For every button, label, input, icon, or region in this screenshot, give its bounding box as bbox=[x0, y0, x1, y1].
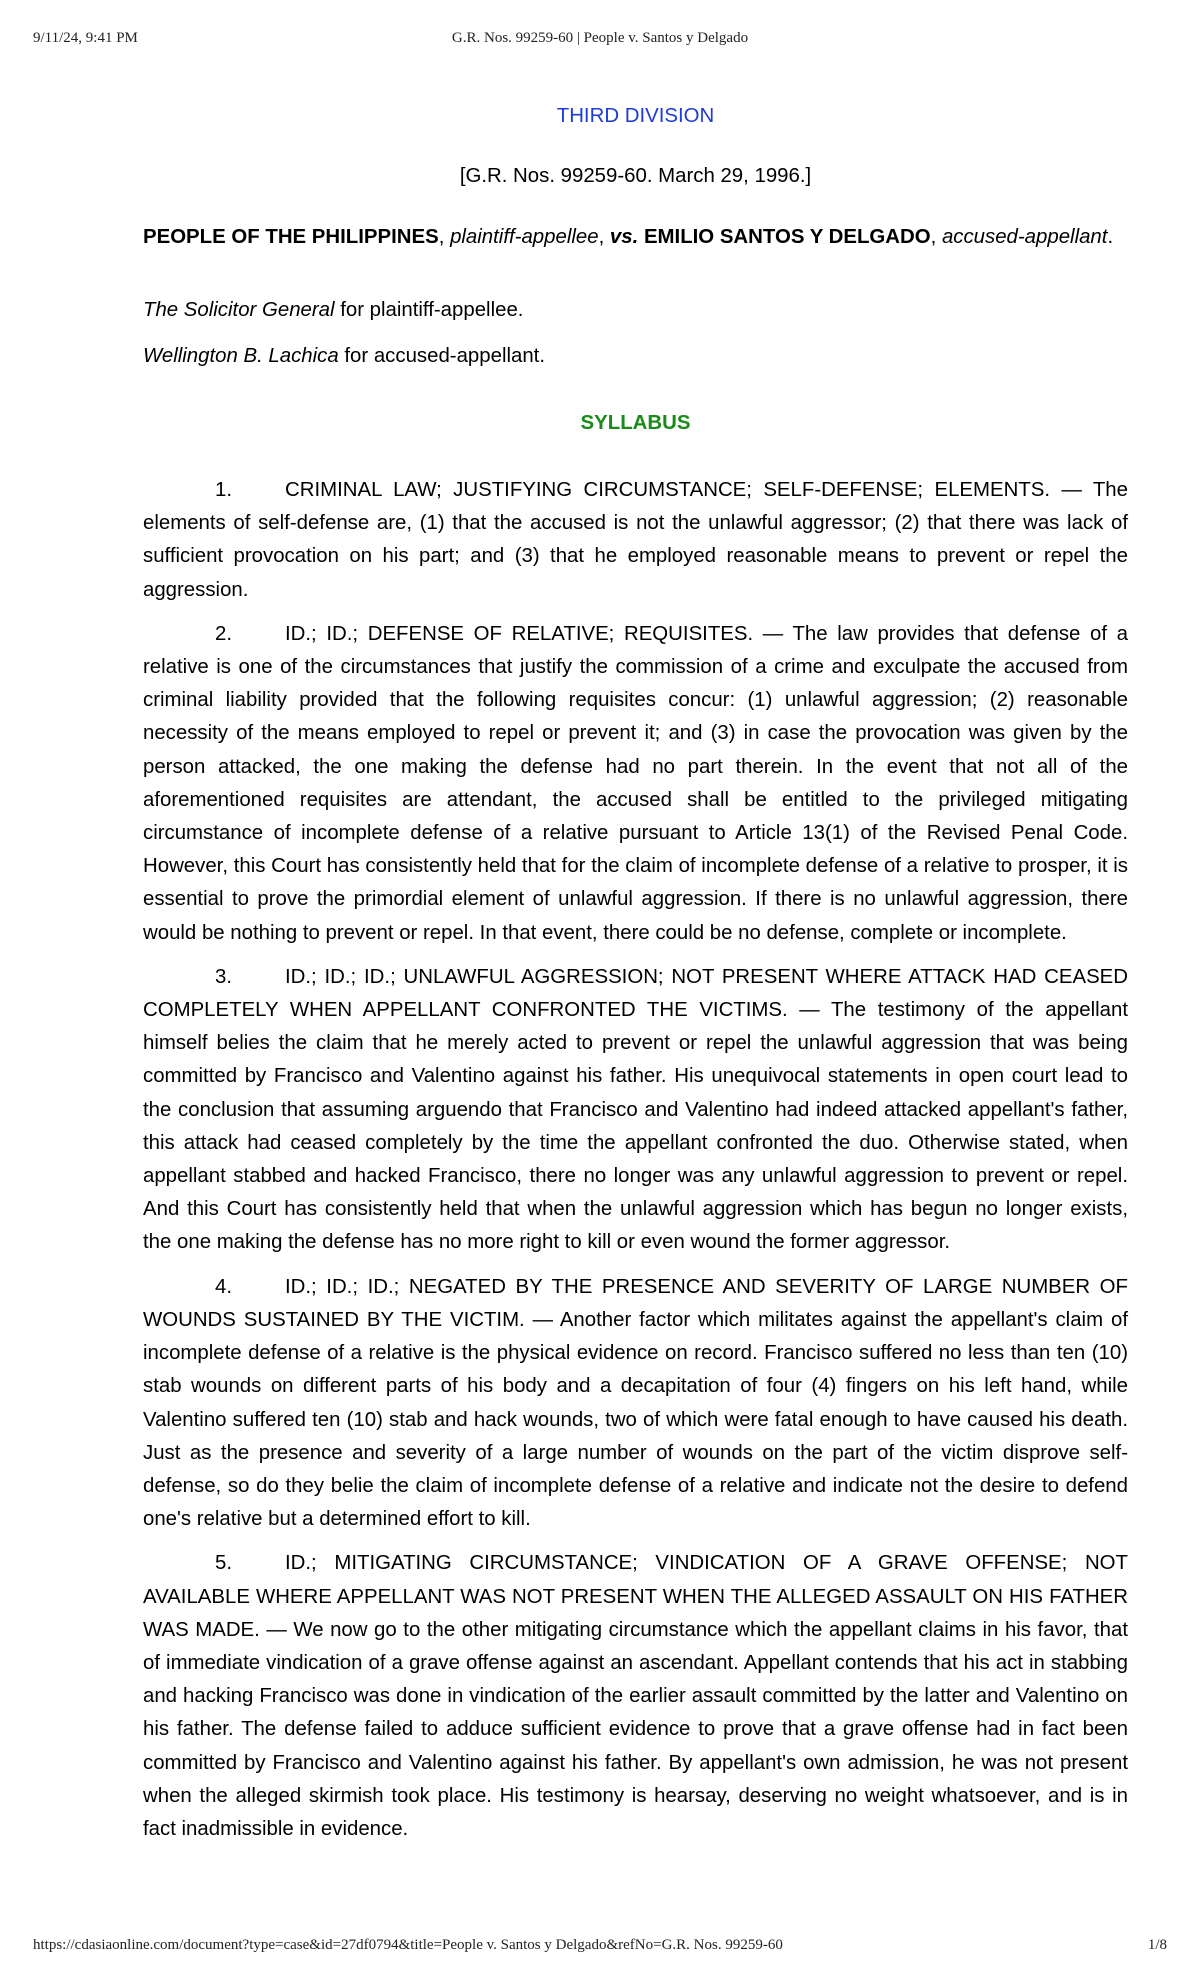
case-number: [G.R. Nos. 99259-60. March 29, 1996.] bbox=[459, 165, 812, 187]
page-number: 1/8 bbox=[1147, 1937, 1167, 1953]
plaintiff-name: PEOPLE OF THE PHILIPPINES bbox=[143, 226, 439, 249]
syllabus-item-text: CRIMINAL LAW; JUSTIFYING CIRCUMSTANCE; SELF-DEFENSE; ELEMENTS. — The elements of self-defense are, (1) that the accused is not the unlawful aggressor; (2) that there was lack of sufficient provocation on his part; and (3) that he employed reasonable means to prevent or repel the aggression. bbox=[143, 479, 1128, 601]
counsel-name: Wellington B. Lachica bbox=[143, 344, 339, 367]
counsel-for: for plaintiff-appellee. bbox=[334, 299, 524, 322]
accused-name: EMILIO SANTOS Y DELGADO bbox=[643, 226, 931, 249]
syllabus-item bbox=[143, 618, 1128, 950]
counsel-line bbox=[143, 340, 1128, 373]
counsel-name: The Solicitor General bbox=[143, 299, 335, 322]
print-title: G.R. Nos. 99259-60 | People v. Santos y Delgado bbox=[451, 30, 749, 46]
syllabus-item-number: 2. bbox=[215, 622, 233, 645]
print-datetime: 9/11/24, 9:41 PM bbox=[33, 30, 138, 46]
versus-label: vs. bbox=[609, 226, 639, 249]
syllabus-item-number: 5. bbox=[215, 1552, 233, 1575]
syllabus-item-text: ID.; MITIGATING CIRCUMSTANCE; VINDICATION OF A GRAVE OFFENSE; NOT AVAILABLE WHERE APPELLANT WAS NOT PRESENT WHEN THE ALLEGED ASSAULT ON HIS FATHER WAS MADE. — We now go to the other mitigating circumstance which the appellant claims in his favor, that of immediate vindication of a grave offense against an ascendant. Appellant contends that his act in stabbing and hacking Francisco was done in vindication of the earlier assault committed by the latter and Valentino on his father. The defense failed to adduce sufficient evidence to prove that a grave offense had in fact been committed by Francisco and Valentino against his father. By appellant's own admission, he was not present when the alleged skirmish took place. His testimony is hearsay, deserving no weight whatsoever, and is in fact inadmissible in evidence. bbox=[143, 1552, 1128, 1840]
counsel-line bbox=[143, 294, 1128, 327]
accused-role: accused-appellant bbox=[941, 226, 1108, 249]
syllabus-item bbox=[143, 474, 1128, 607]
document-body bbox=[143, 100, 1128, 1857]
syllabus-item-text: ID.; ID.; DEFENSE OF RELATIVE; REQUISITES. — The law provides that defense of a relative is one of the circumstances that justify the commission of a crime and exculpate the accused from criminal liability provided that the following requisites concur: (1) unlawful aggression; (2) reasonable necessity of the means employed to repel or prevent it; and (3) in case the provocation was given by the person attacked, the one making the defense had no part therein. In the event that not all of the aforementioned requisites are attendant, the accused shall be entitled to the privileged mitigating circumstance of incomplete defense of a relative pursuant to Article 13(1) of the Revised Penal Code. However, this Court has consistently held that for the claim of incomplete defense of a relative to prosper, it is essential to prove the primordial element of unlawful aggression. If there is no unlawful aggression, there would be nothing to prevent or repel. In that event, there could be no defense, complete or incomplete. bbox=[143, 622, 1128, 944]
counsel-block bbox=[143, 294, 1128, 372]
syllabus-item bbox=[143, 1271, 1128, 1537]
print-footer bbox=[0, 1937, 1200, 1957]
syllabus-item-number: 3. bbox=[215, 965, 233, 988]
case-parties: PEOPLE OF THE PHILIPPINES, plaintiff-appellee, vs. EMILIO SANTOS Y DELGADO, accused-appellant. bbox=[143, 226, 1114, 249]
syllabus-item-text: ID.; ID.; ID.; UNLAWFUL AGGRESSION; NOT PRESENT WHERE ATTACK HAD CEASED COMPLETELY WHEN APPELLANT CONFRONTED THE VICTIMS. — The testimony of the appellant himself belies the claim that he merely acted to prevent or repel the unlawful aggression that was being committed by Francisco and Valentino against his father. His unequivocal statements in open court lead to the conclusion that assuming arguendo that Francisco and Valentino had indeed attacked appellant's father, this attack had ceased completely by the time the appellant confronted the duo. Otherwise stated, when appellant stabbed and hacked Francisco, there no longer was any unlawful aggression to prevent or repel. And this Court has consistently held that when the unlawful aggression which has begun no longer exists, the one making the defense has no more right to kill or even wound the former aggressor. bbox=[143, 965, 1128, 1254]
syllabus-heading: SYLLABUS bbox=[580, 411, 691, 434]
syllabus-item bbox=[143, 961, 1128, 1260]
division-heading: THIRD DIVISION bbox=[556, 105, 715, 127]
plaintiff-role: plaintiff-appellee bbox=[450, 226, 599, 249]
syllabus-item-text: ID.; ID.; ID.; NEGATED BY THE PRESENCE AND SEVERITY OF LARGE NUMBER OF WOUNDS SUSTAINED BY THE VICTIM. — Another factor which militates against the appellant's claim of incomplete defense of a relative is the physical evidence on record. Francisco suffered no less than ten (10) stab wounds on different parts of his body and a decapitation of four (4) fingers on his left hand, while Valentino suffered ten (10) stab and hack wounds, two of which were fatal enough to have caused his death. Just as the presence and severity of a large number of wounds on the part of the victim disprove self-defense, so do they belie the claim of incomplete defense of a relative and indicate not the desire to defend one's relative but a determined effort to kill. bbox=[143, 1275, 1128, 1531]
print-header bbox=[0, 30, 1200, 50]
counsel-for: for accused-appellant. bbox=[338, 344, 546, 367]
syllabus-list bbox=[143, 474, 1128, 1846]
print-url: https://cdasiaonline.com/document?type=case&id=27df0794&title=People v. Santos y Delgado&refNo=G.R. Nos. 99259-60 bbox=[33, 1937, 783, 1953]
syllabus-item bbox=[143, 1547, 1128, 1846]
syllabus-item-number: 1. bbox=[215, 479, 233, 502]
syllabus-item-number: 4. bbox=[215, 1275, 233, 1298]
